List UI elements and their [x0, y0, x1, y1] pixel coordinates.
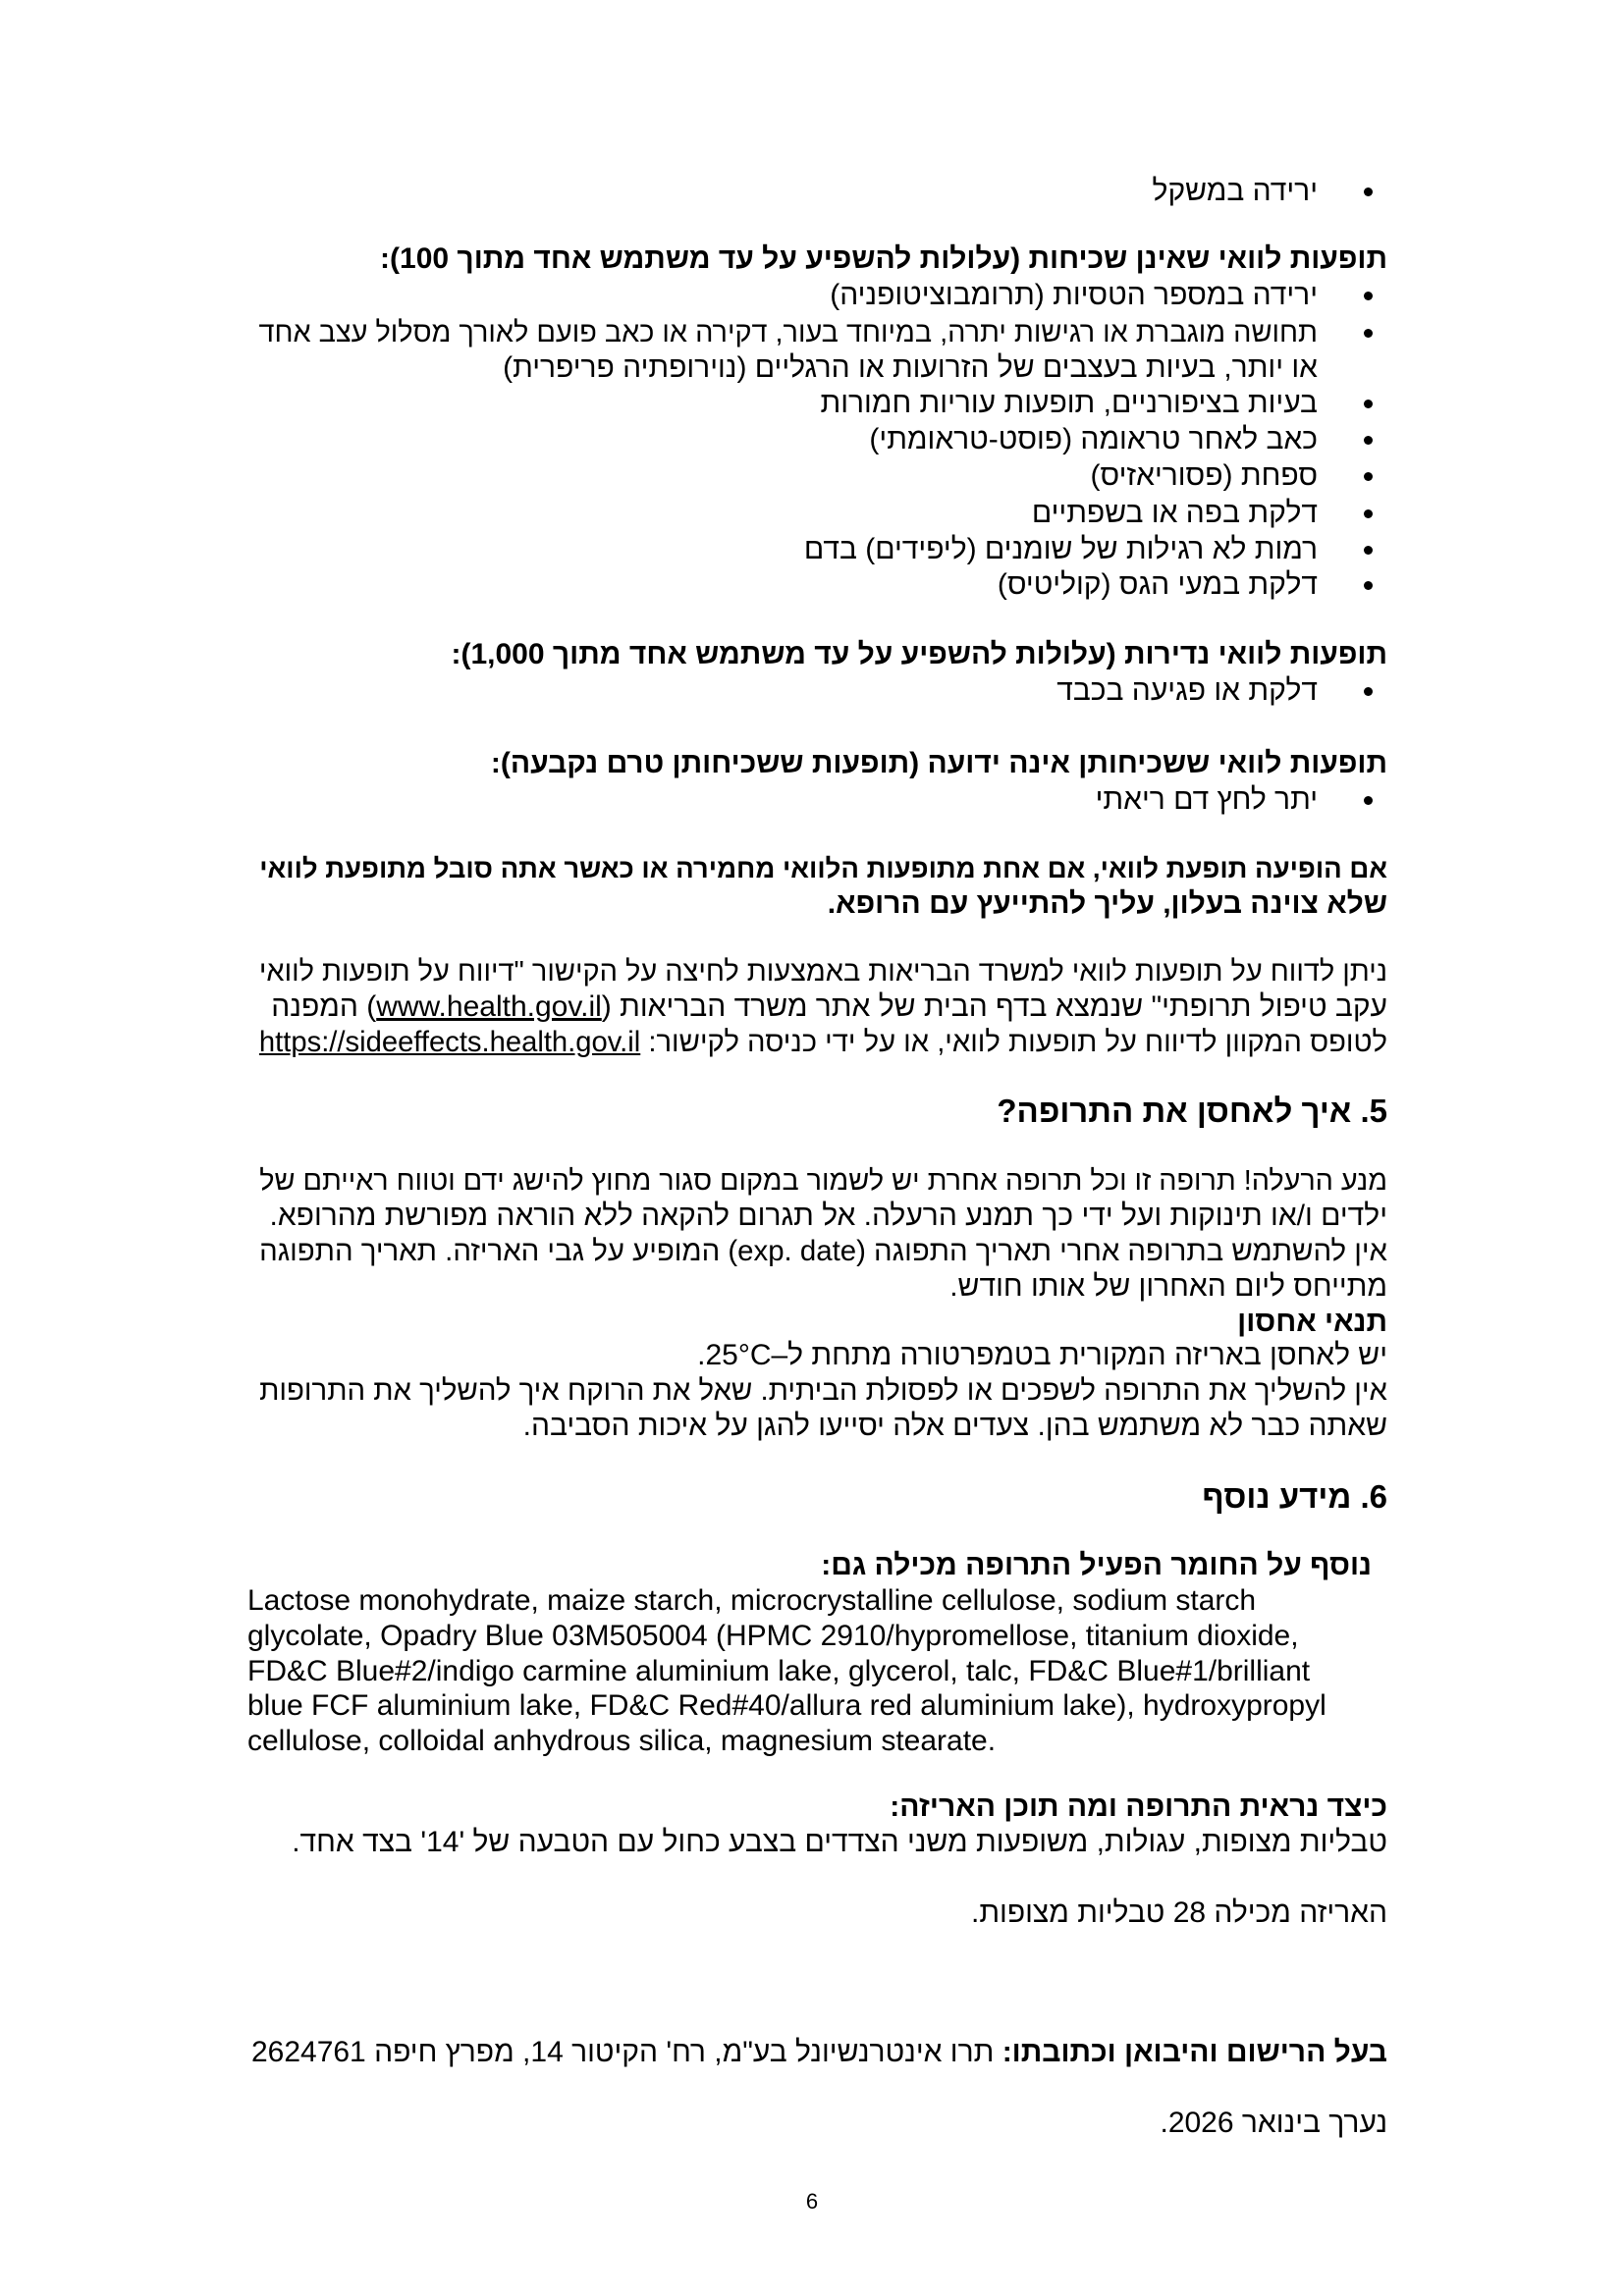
paragraph-text: מתייחס ליום האחרון של אותו חודש. [949, 1270, 1387, 1303]
paragraph-text: שאתה כבר לא משתמש בהן. צעדים אלה יסייעו להגן על איכות הסביבה. [522, 1410, 1387, 1442]
bullet-line [247, 782, 1318, 818]
paragraph-line [247, 1234, 1387, 1269]
bullet-line [247, 673, 1318, 709]
bullet-text: בעיות בציפורניים, תופעות עוריות חמורות [820, 387, 1318, 419]
ingredients-text: glycolate, Opadry Blue 03M505004 (HPMC 2910/hypromellose, titanium dioxide, [247, 1620, 1299, 1652]
bullet-line [247, 315, 1318, 350]
section-heading-additional-info [247, 1477, 1387, 1517]
package-contents [247, 1896, 1387, 1931]
paragraph-text: ילדים ו/או תינוקות ועל ידי כך תמנע הרעלה. אל תגרום להקאה ללא הוראה מפורשת מהרופא. [269, 1200, 1387, 1232]
section-title: 6. מידע נוסף [1202, 1478, 1387, 1515]
bullet-line [247, 422, 1318, 457]
ingredients-heading [247, 1548, 1372, 1583]
paragraph-line [247, 1163, 1387, 1199]
bullet-line-continuation [247, 350, 1318, 386]
bullet-icon [1364, 796, 1373, 805]
bullet-line [247, 496, 1318, 531]
heading-text: תופעות לוואי ששכיחותן אינה ידועה (תופעות ששכיחותן טרם נקבעה): [490, 747, 1387, 779]
paragraph-text: יש לאחסן באריזה המקורית בטמפרטורה מתחת ל–25°C. [697, 1339, 1387, 1371]
paragraph-line [247, 1373, 1387, 1409]
paragraph-line [247, 1409, 1387, 1444]
paragraph-line [247, 886, 1387, 922]
appearance-description [247, 1825, 1387, 1860]
heading-text: כיצד נראית התרופה ומה תוכן האריזה: [890, 1790, 1387, 1823]
bullet-line [247, 278, 1318, 313]
warning-text: שלא צוינה בעלון, עליך להתייעץ עם הרופא. [827, 887, 1387, 920]
bullet-icon [1364, 400, 1373, 408]
bullet-icon [1364, 436, 1373, 445]
heading-text: נוסף על החומר הפעיל התרופה מכילה גם: [821, 1549, 1372, 1581]
warning-text: אם הופיעה תופעת לוואי, אם אחת מתופעות הלוואי מחמירה או כאשר אתה סובל מתופעת לוואי [259, 853, 1387, 883]
paragraph-text: ניתן לדווח על תופעות לוואי למשרד הבריאות באמצעות לחיצה על הקישור "דיווח על תופעות לוואי [258, 956, 1387, 988]
bullet-line [247, 386, 1318, 421]
ingredients-text: cellulose, colloidal anhydrous silica, magnesium stearate. [247, 1725, 997, 1757]
bullet-line [247, 458, 1318, 494]
unknown-frequency-heading [247, 746, 1387, 781]
paragraph-line [247, 1269, 1387, 1305]
side-effects-report-link[interactable]: https://sideeffects.health.gov.il [258, 1027, 641, 1058]
paragraph-line [247, 1338, 1387, 1373]
bullet-text: דלקת או פגיעה בכבד [1056, 674, 1318, 707]
bullet-icon [1364, 546, 1373, 555]
bullet-text: דלקת במעי הגס (קוליטיס) [997, 568, 1318, 601]
bullet-text: יתר לחץ דם ריאתי [1095, 783, 1318, 816]
bullet-line [247, 567, 1318, 603]
paragraph-text-part: ) המפנה [271, 990, 377, 1023]
bullet-text: ספחת (פסוריאזיס) [1090, 459, 1318, 492]
heading-text: תנאי אחסון [1237, 1306, 1387, 1338]
health-ministry-link[interactable]: www.health.gov.il [376, 990, 602, 1023]
paragraph-text-part: עקב טיפול תרופתי" שנמצא בדף הבית של אתר משרד הבריאות ( [601, 990, 1387, 1023]
bullet-text: כאב לאחר טראומה (פוסט-טראומתי) [869, 423, 1318, 455]
bullet-text: תחושה מוגברת או רגישות יתרה, במיוחד בעור, דקירה או כאב פועם לאורך מסלול עצב אחד [258, 317, 1318, 348]
heading-text: תופעות לוואי שאינן שכיחות (עלולות להשפיע על עד משתמש אחד מתוך 100): [380, 242, 1387, 275]
ingredients-line [247, 1724, 1387, 1759]
paragraph-line [247, 989, 1387, 1025]
paragraph-line [247, 851, 1387, 886]
holder-label: בעל הרישום והיבואן וכתובתו: [1001, 2036, 1387, 2068]
paragraph-line [247, 1199, 1387, 1234]
paragraph-text: טבליות מצופות, עגולות, משופעות משני הצדדים בצבע כחול עם הטבעה של '14' בצד אחד. [292, 1826, 1387, 1858]
uncommon-side-effects-heading [247, 241, 1387, 277]
holder-details: תרו אינטרנשיונל בע"מ, רח' הקיטור 14, מפרץ חיפה 2624761 [250, 2036, 995, 2068]
ingredients-text: FD&C Blue#2/indigo carmine aluminium lake, glycerol, talc, FD&C Blue#1/brilliant [247, 1655, 1311, 1687]
bullet-icon [1364, 509, 1373, 518]
heading-text: תופעות לוואי נדירות (עלולות להשפיע על עד משתמש אחד מתוך 1,000): [451, 638, 1387, 670]
section-title: 5. איך לאחסן את התרופה? [997, 1093, 1387, 1129]
paragraph-text [271, 989, 1387, 1025]
bullet-text: דלקת בפה או בשפתיים [1031, 497, 1318, 529]
ingredients-line [247, 1583, 1387, 1619]
section-heading-storage [247, 1092, 1387, 1131]
paragraph-text [259, 1025, 1387, 1060]
appearance-heading [247, 1789, 1387, 1825]
bullet-line [247, 532, 1318, 567]
rare-side-effects-heading [247, 637, 1387, 672]
paragraph-line [247, 954, 1387, 989]
bullet-icon [1364, 187, 1373, 196]
ingredients-text: blue FCF aluminium lake, FD&C Red#40/allura red aluminium lake), hydroxypropyl [247, 1689, 1326, 1722]
bullet-icon [1364, 329, 1373, 338]
paragraph-text [251, 2035, 1387, 2070]
paragraph-text: אין להשתמש בתרופה אחרי תאריך התפוגה (exp. date) המופיע על גבי האריזה. תאריך התפוגה [259, 1235, 1387, 1267]
paragraph-text: מנע הרעלה! תרופה זו וכל תרופה אחרת יש לשמור במקום סגור מחוץ להישג ידם וטווח ראייתם של [259, 1165, 1387, 1197]
bullet-text: רמות לא רגילות של שומנים (ליפידים) בדם [803, 533, 1318, 565]
ingredients-line [247, 1688, 1387, 1724]
paragraph-text-part: לטופס המקוון לדיווח על תופעות לוואי, או על ידי כניסה לקישור: [648, 1027, 1387, 1058]
ingredients-line [247, 1654, 1387, 1689]
bullet-text: ירידה במספר הטסיות (תרומבוציטופניה) [830, 279, 1318, 311]
paragraph-line [247, 1025, 1387, 1060]
bullet-icon [1364, 687, 1373, 696]
registration-holder [247, 2035, 1387, 2070]
bullet-icon [1364, 292, 1373, 300]
bullet-text: ירידה במשקל [1152, 175, 1318, 207]
paragraph-text: אין להשליך את התרופה לשפכים או לפסולת הביתית. שאל את הרוקח איך להשליך את התרופות [259, 1374, 1387, 1407]
paragraph-text: נערך בינואר 2026. [1160, 2107, 1387, 2139]
bullet-text: או יותר, בעיות בעצבים של הזרועות או הרגליים (נוירופתיה פריפרית) [503, 351, 1318, 384]
bullet-line [247, 174, 1318, 209]
bullet-icon [1364, 472, 1373, 481]
ingredients-line [247, 1619, 1387, 1654]
paragraph-text: האריזה מכילה 28 טבליות מצופות. [970, 1896, 1387, 1929]
bullet-icon [1364, 581, 1373, 590]
ingredients-text: Lactose monohydrate, maize starch, microcrystalline cellulose, sodium starch [247, 1584, 1257, 1617]
page-number: 6 [805, 2189, 819, 2214]
revision-date [247, 2106, 1387, 2141]
storage-conditions-heading [247, 1305, 1387, 1340]
